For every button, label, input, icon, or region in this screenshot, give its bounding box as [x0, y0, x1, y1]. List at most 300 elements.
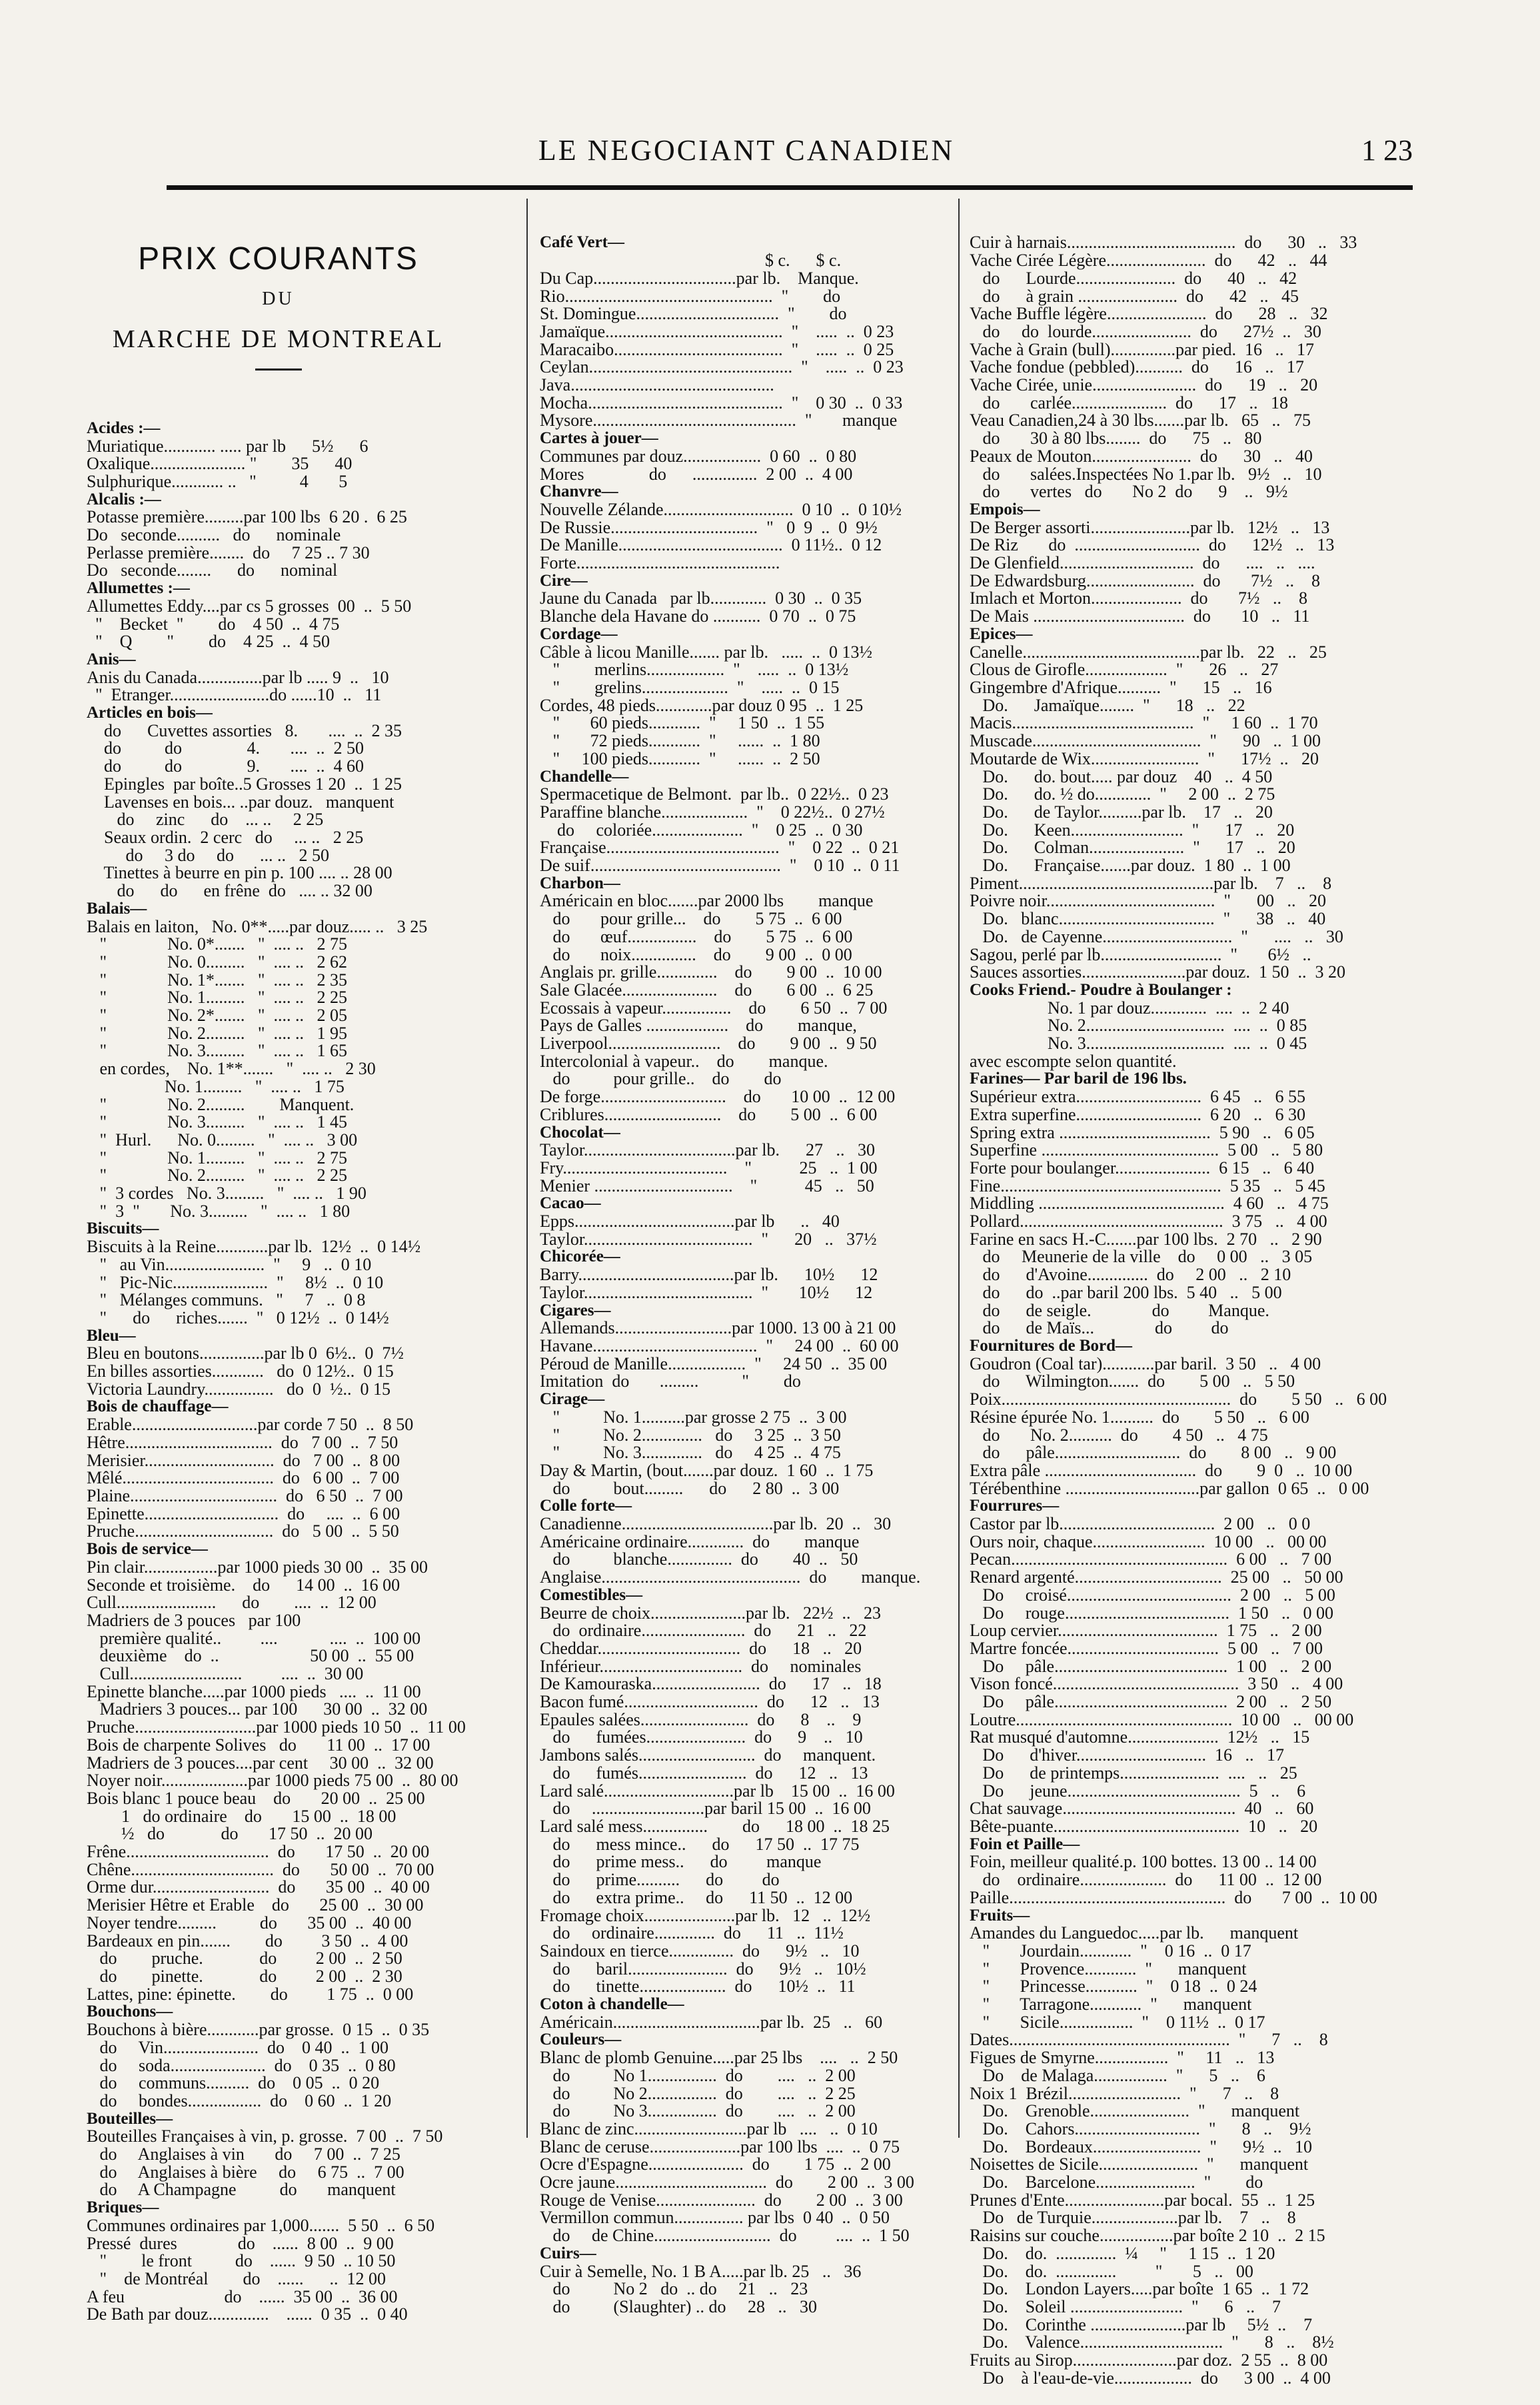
- price-line: Do croisé...................................... 2 00 .. 5 00: [970, 1585, 1335, 1605]
- section-heading: Cire—: [540, 571, 588, 590]
- price-line: Do. de Cayenne.............................. " .... .. 30: [970, 926, 1343, 946]
- price-line: Vache fondue (pebbled)........... do 16 .. 17: [970, 357, 1304, 377]
- price-line: do de seigle. do Manque.: [970, 1300, 1269, 1320]
- price-line: Rouge de Venise....................... do 2 00 .. 3 00: [540, 2190, 903, 2210]
- price-line: Poix..................................................... do 5 50 .. 6 00: [970, 1389, 1387, 1409]
- price-line: " Etranger.......................do ......10 .. 11: [87, 685, 382, 705]
- price-line: Merisier Hêtre et Erable do 25 00 .. 30 00: [87, 1895, 424, 1915]
- price-line: Ecossais à vapeur................ do 6 50 .. 7 00: [540, 998, 888, 1018]
- price-line: do 30 à 80 lbs........ do 75 .. 80: [970, 428, 1262, 448]
- price-line: do do 9. .... .. 4 60: [87, 756, 364, 776]
- section-heading: Colle forte—: [540, 1497, 632, 1515]
- price-line: " Hurl. No. 0......... " .... .. 3 00: [87, 1130, 358, 1150]
- price-line: " Provence............ " manquent: [970, 1959, 1247, 1979]
- price-line: do do 4. .... .. 2 50: [87, 738, 364, 758]
- price-line: Mêlé................................... do 6 00 .. 7 00: [87, 1468, 400, 1488]
- price-line: Cull....................... do .... .. 12 00: [87, 1593, 377, 1613]
- price-line: do blanche............... do 40 .. 50: [540, 1549, 858, 1569]
- price-line: Forte pour boulanger...................... 6 15 .. 6 40: [970, 1158, 1315, 1178]
- price-line: Do. do. bout..... par douz 40 .. 4 50: [970, 766, 1273, 786]
- price-line: do bout......... do 2 80 .. 3 00: [540, 1478, 840, 1498]
- price-line: do No 1................ do .... .. 2 00: [540, 2065, 856, 2085]
- price-line: Fry...................................... " 25 .. 1 00: [540, 1158, 878, 1178]
- price-line: Do. London Layers.....par boîte 1 65 .. 1 72: [970, 2279, 1309, 2299]
- price-line: " Mélanges communs. " 7 .. 0 8: [87, 1290, 366, 1310]
- page-header: [73, 133, 1419, 173]
- price-line: do carlée...................... do 17 .. 18: [970, 393, 1289, 412]
- price-line: Bois blanc 1 pouce beau do 20 00 .. 25 00: [87, 1788, 425, 1808]
- price-line: Do. Soleil .......................... " 6 .. 7: [970, 2296, 1281, 2316]
- price-line: Do. do. ½ do............. " 2 00 .. 2 75: [970, 784, 1275, 804]
- price-line: Vache Cirée Légère....................... do 42 .. 44: [970, 251, 1327, 271]
- price-line: Résine épurée No. 1.......... do 5 50 .. 6 00: [970, 1407, 1309, 1427]
- price-line: Chêne................................. do 50 00 .. 70 00: [87, 1859, 434, 1879]
- price-line: Taylor....................................... " 20 .. 37½: [540, 1229, 877, 1249]
- price-line: Madriers 3 pouces... par 100 30 00 .. 32 00: [87, 1699, 428, 1719]
- section-heading: Fruits—: [970, 1906, 1030, 1925]
- price-line: Nouvelle Zélande.............................. 0 10 .. 0 10½: [540, 499, 902, 519]
- price-line: Spring extra ................................... 5 90 .. 6 05: [970, 1122, 1315, 1142]
- price-line: Renard argenté.................................. 25 00 .. 50 00: [970, 1567, 1343, 1587]
- price-line: première qualité.. .... .... .. 100 00: [87, 1628, 421, 1648]
- price-line: Mocha............................................. " 0 30 .. 0 33: [540, 393, 903, 412]
- price-line: Allemands...........................par 1000. 13 00 à 21 00: [540, 1318, 896, 1338]
- price-line: Sulphurique............ .. " 4 5: [87, 471, 348, 491]
- price-line: Pollard............................................... 3 75 .. 4 00: [970, 1211, 1327, 1231]
- price-line: Tinettes à beurre en pin p. 100 .... .. 28 00: [87, 863, 392, 883]
- price-line: Ours noir, chaque.......................... 10 00 .. 00 00: [970, 1531, 1327, 1551]
- price-line: De Bath par douz.............. ...... 0 35 .. 0 40: [87, 2304, 408, 2324]
- price-line: Noyer tendre......... do 35 00 .. 40 00: [87, 1913, 412, 1933]
- price-line: Cordes, 48 pieds.............par douz 0 95 .. 1 25: [540, 695, 864, 715]
- price-line: " 100 pieds............ " ...... .. 2 50: [540, 748, 820, 768]
- price-line: Canadienne...................................par lb. 20 .. 30: [540, 1514, 892, 1534]
- price-line: No. 2................................ .... .. 0 85: [970, 1016, 1307, 1036]
- section-heading: Cordage—: [540, 624, 618, 643]
- price-line: Superfine ......................................... 5 00 .. 5 80: [970, 1140, 1323, 1160]
- price-line: " No. 0......... " .... .. 2 62: [87, 952, 348, 972]
- price-line: " 3 " No. 3......... " .... .. 1 80: [87, 1201, 351, 1221]
- price-line: do Anglaises à vin do 7 00 .. 7 25: [87, 2144, 400, 2164]
- price-line: do ordinaire........................ do 21 .. 22: [540, 1621, 867, 1641]
- price-line: Vison foncé........................................... 3 50 .. 4 00: [970, 1674, 1343, 1694]
- price-line: do pour grille... do 5 75 .. 6 00: [540, 909, 842, 929]
- price-line: Raisins sur couche.................par boîte 2 10 .. 2 15: [970, 2226, 1325, 2246]
- price-line: do baril....................... do 9½ .. 10½: [540, 1959, 866, 1979]
- section-heading: Cartes à jouer—: [540, 429, 658, 448]
- price-line: Epinette............................... do .... .. 6 00: [87, 1503, 400, 1523]
- price-line: Anglais pr. grille.............. do 9 00 .. 10 00: [540, 962, 882, 982]
- section-heading: Alcalis :—: [87, 490, 161, 508]
- masthead: [87, 239, 470, 371]
- price-line: " 3 cordes No. 3......... " .... .. 1 90: [87, 1184, 367, 1203]
- price-line: " No. 0*....... " .... .. 2 75: [87, 934, 348, 954]
- price-line: do tinette.................... do 10½ .. 11: [540, 1977, 856, 1997]
- price-line: Do. do. .............. " 5 .. 00: [970, 2261, 1253, 2281]
- price-line: do do ..par baril 200 lbs. 5 40 .. 5 00: [970, 1282, 1282, 1302]
- section-heading: Coton à chandelle—: [540, 1995, 684, 2014]
- price-line: Do. Corinthe ......................par lb 5½ .. 7: [970, 2314, 1313, 2334]
- price-line: Noisettes de Sicile....................... " manquent: [970, 2154, 1309, 2174]
- section-heading: Biscuits—: [87, 1219, 159, 1238]
- price-line: " 60 pieds............ " 1 50 .. 1 55: [540, 713, 825, 733]
- price-line: De forge............................. do 10 00 .. 12 00: [540, 1087, 896, 1107]
- price-line: Imlach et Morton..................... do 7½ .. 8: [970, 588, 1307, 608]
- column-divider: [958, 199, 960, 2138]
- price-line: Maracaibo....................................... " ..... .. 0 25: [540, 339, 894, 359]
- price-line: Pressé dures do ...... 8 00 .. 9 00: [87, 2233, 394, 2253]
- price-line: Day & Martin, (bout.......par douz. 1 60 .. 1 75: [540, 1460, 874, 1480]
- masthead-title: PRIX COURANTS: [138, 241, 418, 277]
- price-line: " No. 1*....... " .... .. 2 35: [87, 970, 348, 990]
- price-line: Américaine ordinaire............. do manque: [540, 1531, 860, 1551]
- price-line: Orme dur........................... do 35 00 .. 40 00: [87, 1877, 430, 1897]
- section-heading: Bouchons—: [87, 2003, 173, 2021]
- price-line: Pruche............................par 1000 pieds 10 50 .. 11 00: [87, 1717, 466, 1737]
- price-line: Do seconde.......... do nominale: [87, 525, 341, 545]
- section-heading: Cigares—: [540, 1301, 611, 1319]
- price-line: do fumés......................... do 12 .. 13: [540, 1763, 868, 1783]
- price-line: Bois de charpente Solives do 11 00 .. 17 00: [87, 1735, 430, 1755]
- price-line: Epingles par boîte..5 Grosses 1 20 .. 1 25: [87, 774, 402, 794]
- price-line: Beurre de choix......................par lb. 22½ .. 23: [540, 1603, 881, 1623]
- price-line: Do. Jamaïque........ " 18 .. 22: [970, 695, 1245, 715]
- price-line: Do. blanc.................................... " 38 .. 40: [970, 909, 1326, 929]
- price-line: Lard salé..............................par lb 15 00 .. 16 00: [540, 1781, 895, 1801]
- price-line: Epaules salées......................... do 8 .. 9: [540, 1709, 862, 1729]
- price-line: Seaux ordin. 2 cerc do ... .. 2 25: [87, 827, 364, 847]
- price-line: Jamaïque......................................... " ..... .. 0 23: [540, 321, 894, 341]
- price-line: Biscuits à la Reine............par lb. 12½ .. 0 14½: [87, 1237, 421, 1257]
- header-rule: [167, 185, 1413, 190]
- price-line: " No. 3......... " .... .. 1 45: [87, 1112, 348, 1132]
- price-line: do zinc do ... .. 2 25: [87, 810, 324, 830]
- price-line: Do. de Taylor..........par lb. 17 .. 20: [970, 802, 1273, 822]
- price-line: Jaune du Canada par lb............. 0 30 .. 0 35: [540, 588, 862, 608]
- price-line: Supérieur extra............................. 6 45 .. 6 55: [970, 1087, 1306, 1107]
- price-line: Extra pâle ................................... do 9 0 .. 10 00: [970, 1460, 1353, 1480]
- price-line: De suif............................................ " 0 10 .. 0 11: [540, 856, 900, 876]
- price-line: Cuir à Semelle, No. 1 B A.....par lb. 25 .. 36: [540, 2261, 862, 2281]
- price-line: Ceylan............................................... " ..... .. 0 23: [540, 357, 904, 377]
- price-line: Do. do. .............. ¼ " 1 15 .. 1 20: [970, 2243, 1275, 2263]
- price-line: Madriers de 3 pouces par 100: [87, 1610, 301, 1630]
- masthead-du: DU: [262, 289, 295, 310]
- price-line: Liverpool.......................... do 9 00 .. 9 50: [540, 1034, 877, 1054]
- price-line: Anglaise.............................................. do manque.: [540, 1567, 921, 1587]
- price-line: do prime.......... do do: [540, 1870, 780, 1890]
- price-line: Noyer noir....................par 1000 pieds 75 00 .. 80 00: [87, 1771, 458, 1791]
- price-line: Pruche................................ do 5 00 .. 5 50: [87, 1521, 399, 1541]
- price-line: do ..........................par baril 15 00 .. 16 00: [540, 1799, 871, 1819]
- price-line: Allumettes Eddy....par cs 5 grosses 00 .. 5 50: [87, 596, 412, 616]
- price-line: Blanche dela Havane do ........... 0 70 .. 0 75: [540, 606, 856, 626]
- price-line: Potasse première.........par 100 lbs 6 20 . 6 25: [87, 507, 407, 527]
- price-line: De Mais ................................... do 10 .. 11: [970, 606, 1310, 626]
- price-line: Loutre.................................................. 10 00 .. 00 00: [970, 1709, 1354, 1729]
- price-line: 1 do ordinaire do 15 00 .. 18 00: [87, 1806, 396, 1826]
- section-heading: Charbon—: [540, 874, 620, 892]
- price-line: Canelle.........................................par lb. 22 .. 25: [970, 642, 1327, 662]
- section-heading: Allumettes :—: [87, 579, 190, 598]
- price-line: do Cuvettes assorties 8. .... .. 2 35: [87, 720, 402, 740]
- price-line: De Berger assorti.......................par lb. 12½ .. 13: [970, 517, 1330, 537]
- running-title: LE NEGOCIANT CANADIEN: [538, 134, 955, 167]
- price-line: Pecan.................................................. 6 00 .. 7 00: [970, 1549, 1332, 1569]
- section-heading: Bois de service—: [87, 1540, 208, 1559]
- price-line: De Riz do ............................. do 12½ .. 13: [970, 535, 1335, 555]
- section-heading: Chanvre—: [540, 482, 618, 501]
- price-line: De Manille...................................... 0 11½.. 0 12: [540, 535, 882, 555]
- section-heading: Empois—: [970, 500, 1040, 518]
- price-line: " No. 1......... " .... .. 2 75: [87, 1148, 348, 1168]
- price-line: Lattes, pine: épinette. do 1 75 .. 0 00: [87, 1984, 414, 2004]
- price-line: " No. 2.............. do 3 25 .. 3 50: [540, 1425, 841, 1445]
- price-line: Rio................................................ " do: [540, 286, 841, 306]
- price-line: do Vin...................... do 0 40 .. 1 00: [87, 2037, 388, 2057]
- price-line: Forte...............................................: [540, 553, 780, 573]
- price-line: Fruits au Sirop........................par doz. 2 55 .. 8 00: [970, 2350, 1328, 2370]
- price-line: St. Domingue................................. " do: [540, 304, 847, 324]
- price-line: Farine en sacs H.-C.......par 100 lbs. 2 70 .. 2 90: [970, 1229, 1322, 1249]
- price-line: Fromage choix.....................par lb. 12 .. 12½: [540, 1905, 871, 1925]
- price-line: Criblures........................... do 5 00 .. 6 00: [540, 1104, 878, 1124]
- price-line: do pinette. do 2 00 .. 2 30: [87, 1966, 402, 1986]
- price-line: do Wilmington....... do 5 00 .. 5 50: [970, 1371, 1295, 1391]
- price-line: Vermillon commun................ par lbs 0 40 .. 0 50: [540, 2208, 890, 2228]
- price-line: do noix............... do 9 00 .. 0 00: [540, 944, 852, 964]
- price-line: Do d'hiver.............................. 16 .. 17: [970, 1745, 1284, 1765]
- price-line: Blanc de ceruse.....................par 100 lbs .... .. 0 75: [540, 2136, 900, 2156]
- section-heading: Couleurs—: [540, 2030, 622, 2049]
- section-heading: Comestibles—: [540, 1585, 643, 1604]
- section-heading: Bois de chauffage—: [87, 1397, 229, 1416]
- price-line: Epinette blanche.....par 1000 pieds .... .. 11 00: [87, 1681, 421, 1701]
- price-line: Erable.............................par corde 7 50 .. 8 50: [87, 1415, 414, 1435]
- price-line: do soda...................... do 0 35 .. 0 80: [87, 2055, 396, 2075]
- masthead-rule: [255, 369, 302, 371]
- price-line: De Kamouraska......................... do 17 .. 18: [540, 1674, 882, 1694]
- price-line: No. 1 par douz............. .... .. 2 40: [970, 998, 1289, 1018]
- section-heading: Cuirs—: [540, 2244, 596, 2262]
- price-line: Do. Française.......par douz. 1 80 .. 1 00: [970, 856, 1291, 876]
- price-line: Do. Bordeaux......................... " 9½ .. 10: [970, 2136, 1312, 2156]
- price-line: do No 3................ do .... .. 2 00: [540, 2101, 856, 2121]
- price-line: Merisier.............................. do 7 00 .. 8 00: [87, 1450, 400, 1470]
- price-line: " le front do ...... 9 50 .. 10 50: [87, 2251, 396, 2271]
- price-line: Castor par lb.................................... 2 00 .. 0 0: [970, 1514, 1311, 1534]
- price-line: Spermacetique de Belmont. par lb.. 0 22½.. 0 23: [540, 784, 889, 804]
- price-line: " merlins.................. " ..... .. 0 13½: [540, 660, 849, 680]
- price-line: Cuir à harnais....................................... do 30 .. 33: [970, 233, 1357, 253]
- price-line: Anis du Canada...............par lb ..... 9 .. 10: [87, 667, 389, 687]
- column-3: [970, 199, 1436, 2405]
- price-line: do Lourde....................... do 40 .. 42: [970, 268, 1297, 288]
- price-line: do No 2................ do .... .. 2 25: [540, 2083, 856, 2103]
- price-line: Piment.............................................par lb. 7 .. 8: [970, 873, 1332, 893]
- price-line: Amandes du Languedoc.....par lb. manquent: [970, 1923, 1299, 1943]
- price-line: Noix 1 Brézil.......................... " 7 .. 8: [970, 2083, 1279, 2103]
- price-line: Sale Glacée...................... do 6 00 .. 6 25: [540, 980, 874, 1000]
- price-line: " Princesse............ " 0 18 .. 0 24: [970, 1977, 1257, 1997]
- price-line: Havane...................................... " 24 00 .. 60 00: [540, 1336, 899, 1355]
- price-line: Pin clair.................par 1000 pieds 30 00 .. 35 00: [87, 1557, 428, 1577]
- price-line: do Anglaises à bière do 6 75 .. 7 00: [87, 2162, 404, 2182]
- price-line: Hêtre.................................. do 7 00 .. 7 50: [87, 1432, 398, 1452]
- price-line: " au Vin....................... " 9 .. 0 10: [87, 1254, 372, 1274]
- price-line: Vache à Grain (bull)...............par pied. 16 .. 17: [970, 339, 1314, 359]
- price-line: Madriers de 3 pouces....par cent 30 00 .. 32 00: [87, 1753, 434, 1773]
- price-line: " do riches....... " 0 12½ .. 0 14½: [87, 1307, 389, 1327]
- price-line: Mores do ............... 2 00 .. 4 00: [540, 464, 853, 484]
- price-line: do prime mess.. do manque: [540, 1852, 822, 1872]
- price-line: Peaux de Mouton....................... do 30 .. 40: [970, 446, 1313, 466]
- price-line: " No. 3......... " .... .. 1 65: [87, 1041, 348, 1061]
- price-line: Paille.................................................. do 7 00 .. 10 00: [970, 1887, 1377, 1907]
- price-line: Paraffine blanche.................... " 0 22½.. 0 27½: [540, 802, 885, 822]
- price-line: Bacon fumé............................... do 12 .. 13: [540, 1692, 880, 1712]
- price-line: do Meunerie de la ville do 0 00 .. 3 05: [970, 1247, 1313, 1267]
- price-line: Muriatique............ ..... par lb 5½ 6: [87, 436, 369, 456]
- price-line: $ c. $ c.: [540, 251, 842, 271]
- price-line: Lavenses en bois... ..par douz. manquent: [87, 792, 394, 812]
- section-heading: Fourrures—: [970, 1497, 1060, 1515]
- price-line: Rat musqué d'automne..................... 12½ .. 15: [970, 1727, 1310, 1747]
- price-line: Macis.......................................... " 1 60 .. 1 70: [970, 713, 1318, 733]
- section-heading: Café Vert—: [540, 233, 625, 252]
- price-line: Prunes d'Ente.......................par bocal. 55 .. 1 25: [970, 2190, 1315, 2210]
- section-heading: Cooks Friend.- Poudre à Boulanger :: [970, 980, 1232, 999]
- section-heading: Briques—: [87, 2198, 159, 2217]
- price-line: " No. 2*....... " .... .. 2 05: [87, 1006, 348, 1026]
- price-line: Epps.....................................par lb .. 40: [540, 1211, 840, 1231]
- section-heading: Chandelle—: [540, 767, 629, 786]
- price-line: Perlasse première........ do 7 25 .. 7 30: [87, 542, 370, 562]
- section-heading: Chicorée—: [540, 1247, 620, 1266]
- price-line: do communs.......... do 0 05 .. 0 20: [87, 2073, 380, 2093]
- price-line: Do jeune........................................ 5 .. 6: [970, 1781, 1306, 1801]
- price-line: Seconde et troisième. do 14 00 .. 16 00: [87, 1575, 400, 1595]
- price-line: " Sicile................. " 0 11½ .. 0 17: [970, 2012, 1265, 2032]
- price-line: do de Chine........................... do .... .. 1 50: [540, 2226, 910, 2246]
- price-line: do mess mince.. do 17 50 .. 17 75: [540, 1834, 860, 1854]
- price-line: Sagou, perlé par lb............................ " 6½ ..: [970, 944, 1311, 964]
- section-heading: Articles en bois—: [87, 704, 213, 722]
- price-line: Moutarde de Wix......................... " 17½ .. 20: [970, 748, 1319, 768]
- price-line: do coloriée..................... " 0 25 .. 0 30: [540, 820, 863, 840]
- masthead-subtitle: MARCHE DE MONTREAL: [112, 325, 444, 354]
- price-line: Gingembre d'Afrique.......... " 15 .. 16: [970, 677, 1272, 697]
- price-line: do A Champagne do manquent: [87, 2180, 396, 2200]
- price-line: " Tarragone............ " manquent: [970, 1995, 1252, 2014]
- price-line: Intercolonial à vapeur.. do manque.: [540, 1051, 828, 1071]
- section-heading: Chocolat—: [540, 1123, 620, 1142]
- price-line: do ordinaire.............. do 11 .. 11½: [540, 1923, 844, 1943]
- price-line: Bouchons à bière............par grosse. 0 15 .. 0 35: [87, 2020, 430, 2040]
- price-line: Martre foncée................................... 5 00 .. 7 00: [970, 1638, 1323, 1658]
- price-line: Foin, meilleur qualité.p. 100 bottes. 13 00 .. 14 00: [970, 1852, 1317, 1872]
- price-line: do do en frêne do .... .. 32 00: [87, 881, 373, 901]
- price-line: do d'Avoine.............. do 2 00 .. 2 10: [970, 1265, 1291, 1285]
- price-line: Taylor...................................par lb. 27 .. 30: [540, 1140, 875, 1160]
- price-line: Do. Valence................................. " 8 .. 8½: [970, 2332, 1334, 2352]
- price-line: do œuf................ do 5 75 .. 6 00: [540, 926, 853, 946]
- price-line: Do pâle........................................ 2 00 .. 2 50: [970, 1692, 1332, 1712]
- price-line: Pays de Galles ................... do manque,: [540, 1016, 857, 1036]
- price-line: Do de Malaga................. " 5 .. 6: [970, 2065, 1265, 2085]
- price-line: do extra prime.. do 11 50 .. 12 00: [540, 1887, 853, 1907]
- price-line: Térébenthine ...............................par gallon 0 65 .. 0 00: [970, 1478, 1369, 1498]
- price-line: Chat sauvage........................................ 40 .. 60: [970, 1799, 1314, 1819]
- price-line: do 3 do do ... .. 2 50: [87, 845, 329, 865]
- price-line: do fumées....................... do 9 .. 10: [540, 1727, 863, 1747]
- price-line: Menier ................................ " 45 .. 50: [540, 1176, 874, 1196]
- price-line: En billes assorties............ do 0 12½.. 0 15: [87, 1361, 394, 1381]
- price-line: " 72 pieds............ " ...... .. 1 80: [540, 731, 820, 751]
- price-line: Java...............................................: [540, 375, 774, 395]
- price-line: Do. Barcelone....................... " do: [970, 2172, 1263, 2192]
- price-line: " Pic-Nic...................... " 8½ .. 0 10: [87, 1272, 384, 1292]
- section-heading: Epices—: [970, 624, 1033, 643]
- price-line: Poivre noir....................................... " 00 .. 20: [970, 891, 1326, 911]
- section-heading: Cirage—: [540, 1390, 605, 1409]
- price-line: do de Maïs... do do: [970, 1318, 1229, 1338]
- price-line: do salées.Inspectées No 1.par lb. 9½ .. 10: [970, 464, 1322, 484]
- section-heading: Foin et Paille—: [970, 1835, 1080, 1853]
- price-line: do pâle............................. do 8 00 .. 9 00: [970, 1443, 1337, 1463]
- price-line: Do pâle........................................ 1 00 .. 2 00: [970, 1656, 1332, 1676]
- price-line: Ocre jaune................................... do 2 00 .. 3 00: [540, 2172, 914, 2192]
- price-line: Câble à licou Manille....... par lb. ..... .. 0 13½: [540, 642, 872, 662]
- price-line: Américain..................................par lb. 25 .. 60: [540, 2012, 883, 2032]
- price-line: " de Montréal do ...... .. 12 00: [87, 2268, 386, 2288]
- section-heading: Cacao—: [540, 1194, 601, 1213]
- price-line: Imitation do ......... " do: [540, 1371, 801, 1391]
- price-line: Bleu en boutons...............par lb 0 6½.. 0 7½: [87, 1343, 404, 1363]
- price-line: Blanc de zinc..........................par lb .... .. 0 10: [540, 2118, 878, 2138]
- price-line: Vache Cirée, unie........................ do 19 .. 20: [970, 375, 1318, 395]
- section-heading: Bleu—: [87, 1326, 136, 1345]
- price-line: Jambons salés........................... do manquent.: [540, 1745, 876, 1765]
- price-line: Victoria Laundry................ do 0 ½.. 0 15: [87, 1379, 391, 1399]
- column-1: [87, 199, 470, 2342]
- price-line: Américain en bloc.......par 2000 lbs manque: [540, 891, 874, 911]
- price-line: Do seconde........ do nominal: [87, 560, 338, 580]
- price-line: Française........................................ " 0 22 .. 0 21: [540, 838, 900, 858]
- price-line: deuxième do .. 50 00 .. 55 00: [87, 1646, 414, 1666]
- price-line: " No. 1......... " .... .. 2 25: [87, 988, 348, 1008]
- price-line: " No. 2......... " .... .. 1 95: [87, 1023, 348, 1043]
- column-1-sections: [87, 420, 470, 2324]
- price-line: Clous de Girofle................... " 26 .. 27: [970, 660, 1279, 680]
- price-line: Sauces assorties........................par douz. 1 50 .. 3 20: [970, 962, 1345, 982]
- price-line: Frêne................................. do 17 50 .. 20 00: [87, 1842, 430, 1862]
- price-line: Bouteilles Françaises à vin, p. grosse. 7 00 .. 7 50: [87, 2126, 443, 2146]
- column-divider: [526, 199, 528, 2138]
- price-line: do à grain ....................... do 42 .. 45: [970, 286, 1299, 306]
- price-line: do bondes................. do 0 60 .. 1 20: [87, 2090, 392, 2110]
- price-line: do pruche. do 2 00 .. 2 50: [87, 1949, 402, 1969]
- price-line: Péroud de Manille.................. " 24 50 .. 35 00: [540, 1353, 888, 1373]
- price-line: do No 2 do .. do 21 .. 23: [540, 2279, 808, 2299]
- price-line: Do rouge...................................... 1 50 .. 0 00: [970, 1603, 1333, 1623]
- price-line: Fine................................................... 5 35 .. 5 45: [970, 1176, 1325, 1196]
- section-heading: Bouteilles—: [87, 2109, 173, 2128]
- price-line: Bête-puante........................................... 10 .. 20: [970, 1816, 1318, 1836]
- price-line: Plaine.................................. do 6 50 .. 7 00: [87, 1486, 403, 1505]
- price-line: Communes par douz.................. 0 60 .. 0 80: [540, 446, 857, 466]
- price-line: " No. 3.............. do 4 25 .. 4 75: [540, 1443, 841, 1463]
